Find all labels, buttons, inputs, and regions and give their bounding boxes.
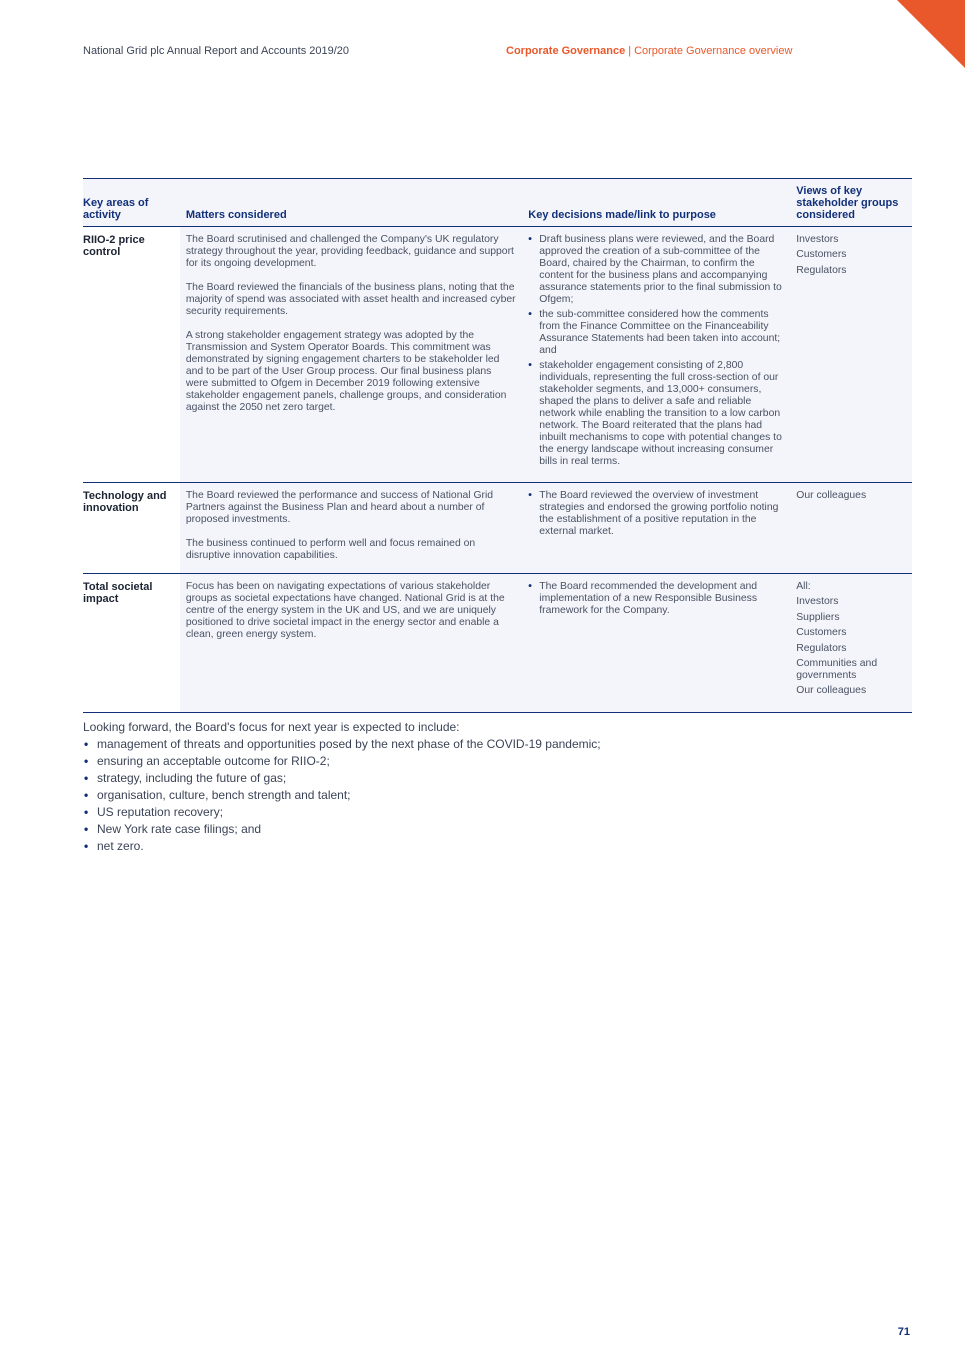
stakeholder-group: Investors [796, 234, 839, 245]
matter-paragraph: The Board reviewed the financials of the business plans, noting that the majority of spend was associated with asset health and increased cyber security requirements. [185, 282, 516, 317]
forward-item: • management of threats and opportunities posed by the next phase of the COVID-19 pandemic; [83, 736, 912, 753]
stakeholder-group: Regulators [796, 642, 847, 654]
looking-forward-section [83, 719, 912, 855]
table-row [83, 227, 912, 483]
stakeholder-group: Our colleagues [796, 685, 867, 697]
decisions-list [528, 581, 784, 617]
header-views: Views of key stakeholder groups considered [790, 179, 912, 227]
key-area-cell: Technology and innovation [83, 483, 180, 574]
header-matters: Matters considered [180, 179, 522, 227]
header-key-areas: Key areas of activity [83, 179, 180, 227]
header-decisions: Key decisions made/link to purpose [522, 179, 790, 227]
forward-item: • ensuring an acceptable outcome for RIIO-2; [83, 753, 912, 770]
stakeholder-group: Customers [796, 249, 847, 261]
decisions-cell [522, 227, 790, 483]
matters-cell [180, 574, 522, 713]
matters-cell [180, 483, 522, 574]
stakeholder-views-cell [790, 574, 912, 713]
governance-table [83, 178, 912, 713]
decision-item: • The Board recommended the development and implementation of a new Responsible Business framework for the Company. [528, 581, 784, 617]
forward-item: • New York rate case filings; and [83, 821, 912, 838]
corner-accent-triangle [897, 0, 965, 68]
stakeholder-group: Customers [796, 627, 847, 639]
stakeholder-group: Investors [796, 596, 839, 608]
table-row [83, 574, 912, 713]
key-area-cell: Total societal impact [83, 574, 180, 713]
matter-paragraph: Focus has been on navigating expectations of various stakeholder groups as societal expectations have changed. National Grid is at the centre of the energy system in the UK and US, and we are uniquely positioned to drive societal impact in the energy sector and enable a clean, green energy system. [185, 581, 505, 640]
decisions-cell [522, 574, 790, 713]
stakeholder-group: Communities and governments [796, 657, 878, 681]
forward-list [83, 736, 912, 855]
breadcrumb-separator: | [628, 45, 632, 57]
matter-paragraph: The business continued to perform well and focus remained on disruptive innovation capabilities. [185, 538, 476, 561]
decisions-list [528, 490, 784, 538]
table-row [83, 483, 912, 574]
forward-item: • strategy, including the future of gas; [83, 770, 912, 787]
report-title: National Grid plc Annual Report and Accounts 2019/20 [83, 45, 350, 57]
subsection-name: Corporate Governance overview [634, 45, 793, 57]
forward-item: • US reputation recovery; [83, 804, 912, 821]
key-area-cell: RIIO-2 price control [83, 227, 180, 483]
decision-item: • stakeholder engagement consisting of 2,800 individuals, representing the full cross-section of our stakeholder segments, and 13,000+ consumers, shaped the plans to deliver a safe and reliable network while enabling the transition to a low carbon network. The Board reiterated that the plans had inbuilt mechanisms to cope with potential changes to the energy landscape without increasing consumer bills in real terms. [528, 360, 784, 468]
stakeholder-views-cell [790, 227, 912, 483]
decision-item: • the sub-committee considered how the comments from the Finance Committee on the Financeability Assurance Statements had been taken into account; and [528, 309, 784, 357]
stakeholder-group: Suppliers [796, 611, 840, 623]
matter-paragraph: The Board reviewed the performance and success of National Grid Partners against the Business Plan and heard about a number of proposed investments. [185, 490, 494, 525]
decision-item: • The Board reviewed the overview of investment strategies and endorsed the growing portfolio noting the establishment of a positive reputation in the external market. [528, 490, 784, 538]
matter-paragraph: A strong stakeholder engagement strategy was adopted by the Transmission and System Operator Boards. This commitment was demonstrated by signing engagement charters to be stakeholder led and to be part of the User Group process. Our final business plans were submitted to Ofgem in December 2019 following extensive stakeholder engagement panels, challenge groups, and consideration against the 2050 net zero target. [185, 330, 507, 413]
matters-cell [180, 227, 522, 483]
forward-intro: Looking forward, the Board's focus for next year is expected to include: [83, 720, 460, 734]
stakeholder-group: Regulators [796, 264, 847, 276]
section-name: Corporate Governance [506, 45, 626, 57]
stakeholder-group: Our colleagues [796, 490, 867, 501]
forward-item: • net zero. [83, 838, 912, 855]
stakeholder-group: All: [796, 581, 811, 592]
page-number: 71 [897, 1326, 910, 1338]
decisions-cell [522, 483, 790, 574]
decisions-list [528, 234, 784, 468]
table-body [83, 227, 912, 713]
stakeholder-views-cell [790, 483, 912, 574]
section-breadcrumb [506, 45, 792, 57]
matter-paragraph: The Board scrutinised and challenged the Company's UK regulatory strategy throughout the year, providing feedback, guidance and support for its ongoing development. [185, 234, 514, 269]
table-header-row [83, 179, 912, 227]
forward-item: • organisation, culture, bench strength and talent; [83, 787, 912, 804]
decision-item: • Draft business plans were reviewed, and the Board approved the creation of a sub-committee of the Board, chaired by the Chairman, to confirm the content for the business plans and accompanying assurance statements prior to the final submission to Ofgem; [528, 234, 784, 306]
